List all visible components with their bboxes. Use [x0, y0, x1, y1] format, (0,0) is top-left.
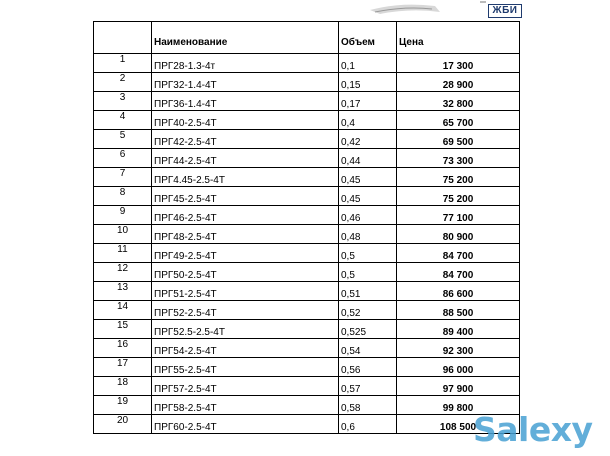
- row-name: ПРГ48-2.5-4Т: [152, 225, 339, 244]
- row-volume: 0,4: [339, 111, 397, 130]
- row-name: ПРГ52.5-2.5-4Т: [152, 320, 339, 339]
- row-price: 108 500: [397, 415, 520, 434]
- row-volume: 0,17: [339, 92, 397, 111]
- row-volume: 0,57: [339, 377, 397, 396]
- row-name: ПРГ57-2.5-4Т: [152, 377, 339, 396]
- row-number: 12: [94, 263, 152, 282]
- row-volume: 0,54: [339, 339, 397, 358]
- row-price: 84 700: [397, 263, 520, 282]
- row-price: 77 100: [397, 206, 520, 225]
- row-number: 11: [94, 244, 152, 263]
- row-number: 2: [94, 73, 152, 92]
- row-volume: 0,6: [339, 415, 397, 434]
- row-name: ПРГ52-2.5-4Т: [152, 301, 339, 320]
- row-volume: 0,42: [339, 130, 397, 149]
- row-number: 6: [94, 149, 152, 168]
- row-volume: 0,46: [339, 206, 397, 225]
- table-header-row: [94, 22, 520, 54]
- table-row: [94, 54, 520, 73]
- table-row: [94, 206, 520, 225]
- row-number: 7: [94, 168, 152, 187]
- table-row: [94, 73, 520, 92]
- row-price: 89 400: [397, 320, 520, 339]
- row-volume: 0,58: [339, 396, 397, 415]
- row-number: 9: [94, 206, 152, 225]
- row-volume: 0,48: [339, 225, 397, 244]
- price-table: [93, 21, 520, 434]
- row-name: ПРГ51-2.5-4Т: [152, 282, 339, 301]
- row-volume: 0,1: [339, 54, 397, 73]
- row-price: 97 900: [397, 377, 520, 396]
- row-number: 8: [94, 187, 152, 206]
- row-volume: 0,5: [339, 263, 397, 282]
- table-row: [94, 377, 520, 396]
- row-price: 75 200: [397, 168, 520, 187]
- row-number: 15: [94, 320, 152, 339]
- table-row: [94, 111, 520, 130]
- row-price: 32 800: [397, 92, 520, 111]
- row-number: 1: [94, 54, 152, 73]
- row-name: ПРГ32-1.4-4Т: [152, 73, 339, 92]
- row-price: 84 700: [397, 244, 520, 263]
- row-name: ПРГ50-2.5-4Т: [152, 263, 339, 282]
- row-number: 16: [94, 339, 152, 358]
- row-name: ПРГ54-2.5-4Т: [152, 339, 339, 358]
- row-volume: 0,56: [339, 358, 397, 377]
- row-volume: 0,45: [339, 187, 397, 206]
- row-name: ПРГ28-1.3-4т: [152, 54, 339, 73]
- row-number: 4: [94, 111, 152, 130]
- header-name: Наименование: [152, 22, 339, 54]
- row-number: 5: [94, 130, 152, 149]
- company-logo: ЖБИ: [488, 4, 522, 18]
- table-row: [94, 149, 520, 168]
- header-volume: Объем: [339, 22, 397, 54]
- row-number: 20: [94, 415, 152, 434]
- row-price: 65 700: [397, 111, 520, 130]
- row-volume: 0,51: [339, 282, 397, 301]
- row-volume: 0,5: [339, 244, 397, 263]
- row-name: ПРГ49-2.5-4Т: [152, 244, 339, 263]
- row-name: ПРГ40-2.5-4Т: [152, 111, 339, 130]
- row-name: ПРГ58-2.5-4Т: [152, 396, 339, 415]
- table-row: [94, 396, 520, 415]
- row-name: ПРГ44-2.5-4Т: [152, 149, 339, 168]
- row-number: 18: [94, 377, 152, 396]
- row-price: 86 600: [397, 282, 520, 301]
- row-price: 75 200: [397, 187, 520, 206]
- row-price: 17 300: [397, 54, 520, 73]
- row-price: 96 000: [397, 358, 520, 377]
- row-volume: 0,45: [339, 168, 397, 187]
- table-row: [94, 187, 520, 206]
- watermark-logo: Salexy: [473, 410, 593, 449]
- row-name: ПРГ42-2.5-4Т: [152, 130, 339, 149]
- row-price: 73 300: [397, 149, 520, 168]
- table-row: [94, 244, 520, 263]
- table-row: [94, 130, 520, 149]
- table-row: [94, 415, 520, 434]
- table-row: [94, 339, 520, 358]
- row-volume: 0,52: [339, 301, 397, 320]
- table-row: [94, 358, 520, 377]
- table-row: [94, 320, 520, 339]
- row-name: ПРГ60-2.5-4Т: [152, 415, 339, 434]
- row-price: 92 300: [397, 339, 520, 358]
- row-price: 80 900: [397, 225, 520, 244]
- row-volume: 0,525: [339, 320, 397, 339]
- header-price: Цена: [397, 22, 520, 54]
- row-name: ПРГ36-1.4-4Т: [152, 92, 339, 111]
- table-row: [94, 168, 520, 187]
- table-row: [94, 225, 520, 244]
- table-row: [94, 282, 520, 301]
- row-name: ПРГ45-2.5-4Т: [152, 187, 339, 206]
- row-number: 17: [94, 358, 152, 377]
- table-row: [94, 263, 520, 282]
- header-num: [94, 22, 152, 54]
- row-price: 28 900: [397, 73, 520, 92]
- table-row: [94, 92, 520, 111]
- row-volume: 0,15: [339, 73, 397, 92]
- row-number: 3: [94, 92, 152, 111]
- row-number: 19: [94, 396, 152, 415]
- row-name: ПРГ4.45-2.5-4Т: [152, 168, 339, 187]
- table-row: [94, 301, 520, 320]
- row-number: 13: [94, 282, 152, 301]
- row-number: 14: [94, 301, 152, 320]
- row-price: 88 500: [397, 301, 520, 320]
- row-name: ПРГ55-2.5-4Т: [152, 358, 339, 377]
- row-number: 10: [94, 225, 152, 244]
- row-price: 99 800: [397, 396, 520, 415]
- row-volume: 0,44: [339, 149, 397, 168]
- row-price: 69 500: [397, 130, 520, 149]
- row-name: ПРГ46-2.5-4Т: [152, 206, 339, 225]
